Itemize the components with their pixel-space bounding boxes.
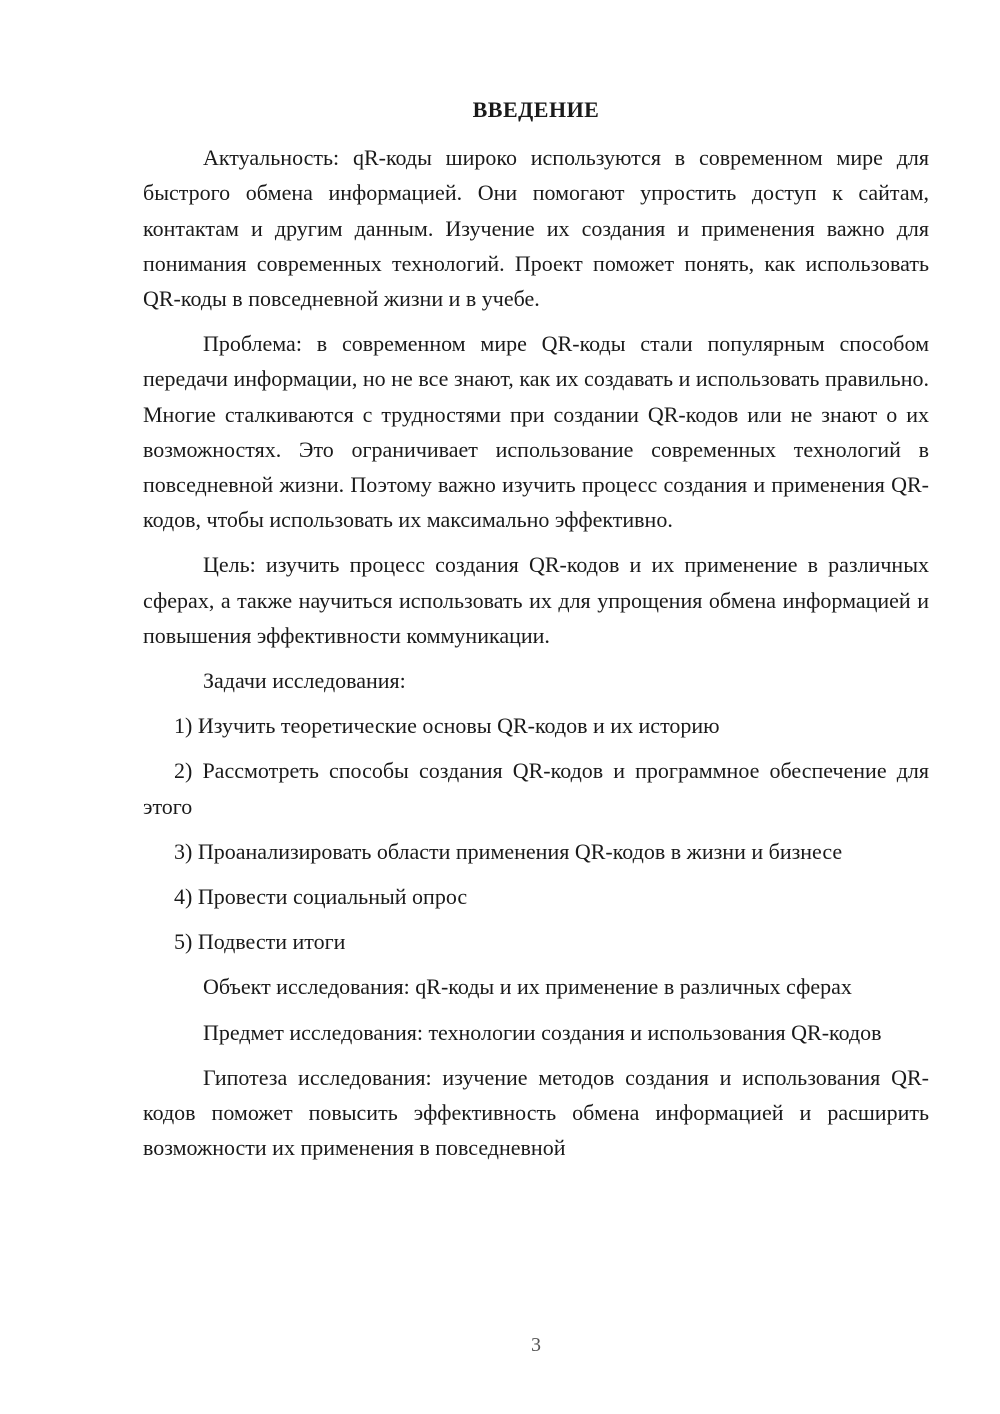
section-title: ВВЕДЕНИЕ	[472, 97, 600, 122]
task-item-1: 1) Изучить теоретические основы QR-кодов и их историю	[174, 713, 720, 739]
paragraph-goal: Цель: изучить процесс создания QR-кодов и их применение в различных сферах, а также научиться использовать их для упрощения обмена информацией и повышения эффективности коммуникации.	[143, 552, 929, 648]
tasks-heading: Задачи исследования:	[203, 668, 406, 694]
task-item-3: 3) Проанализировать области применения QR-кодов в жизни и бизнесе	[174, 838, 843, 864]
task-item-2: 2) Рассмотреть способы создания QR-кодов и программное обеспечение для этого	[143, 758, 929, 819]
paragraph-hypothesis: Гипотеза исследования: изучение методов создания и использования QR-кодов поможет повысить эффективность обмена информацией и расширить возможности их применения в повседневной	[143, 1064, 929, 1161]
paragraph-problem: Проблема: в современном мире QR-коды стали популярным способом передачи информации, но не все знают, как их создавать и использовать правильно. Многие сталкиваются с трудностями при создании QR-кодов или не знают о их возможностях. Это ограничивает использование современных технологий в повседневной жизни. Поэтому важно изучить процесс создания и применения QR-кодов, чтобы использовать их максимально эффективно.	[143, 331, 929, 533]
document-body	[143, 92, 929, 1175]
paragraph-object: Объект исследования: qR-коды и их применение в различных сферах	[203, 974, 852, 1000]
page-number: 3	[531, 1334, 541, 1356]
task-item-4: 4) Провести социальный опрос	[174, 884, 468, 910]
paragraph-subject: Предмет исследования: технологии создания и использования QR-кодов	[203, 1019, 882, 1045]
task-item-5: 5) Подвести итоги	[174, 929, 346, 955]
paragraph-relevance: Актуальность: qR-коды широко используются в современном мире для быстрого обмена информацией. Они помогают упростить доступ к сайтам, контактам и другим данным. Изучение их создания и применения важно для понимания современных технологий. Проект поможет понять, как использовать QR-коды в повседневной жизни и в учебе.	[143, 145, 929, 312]
